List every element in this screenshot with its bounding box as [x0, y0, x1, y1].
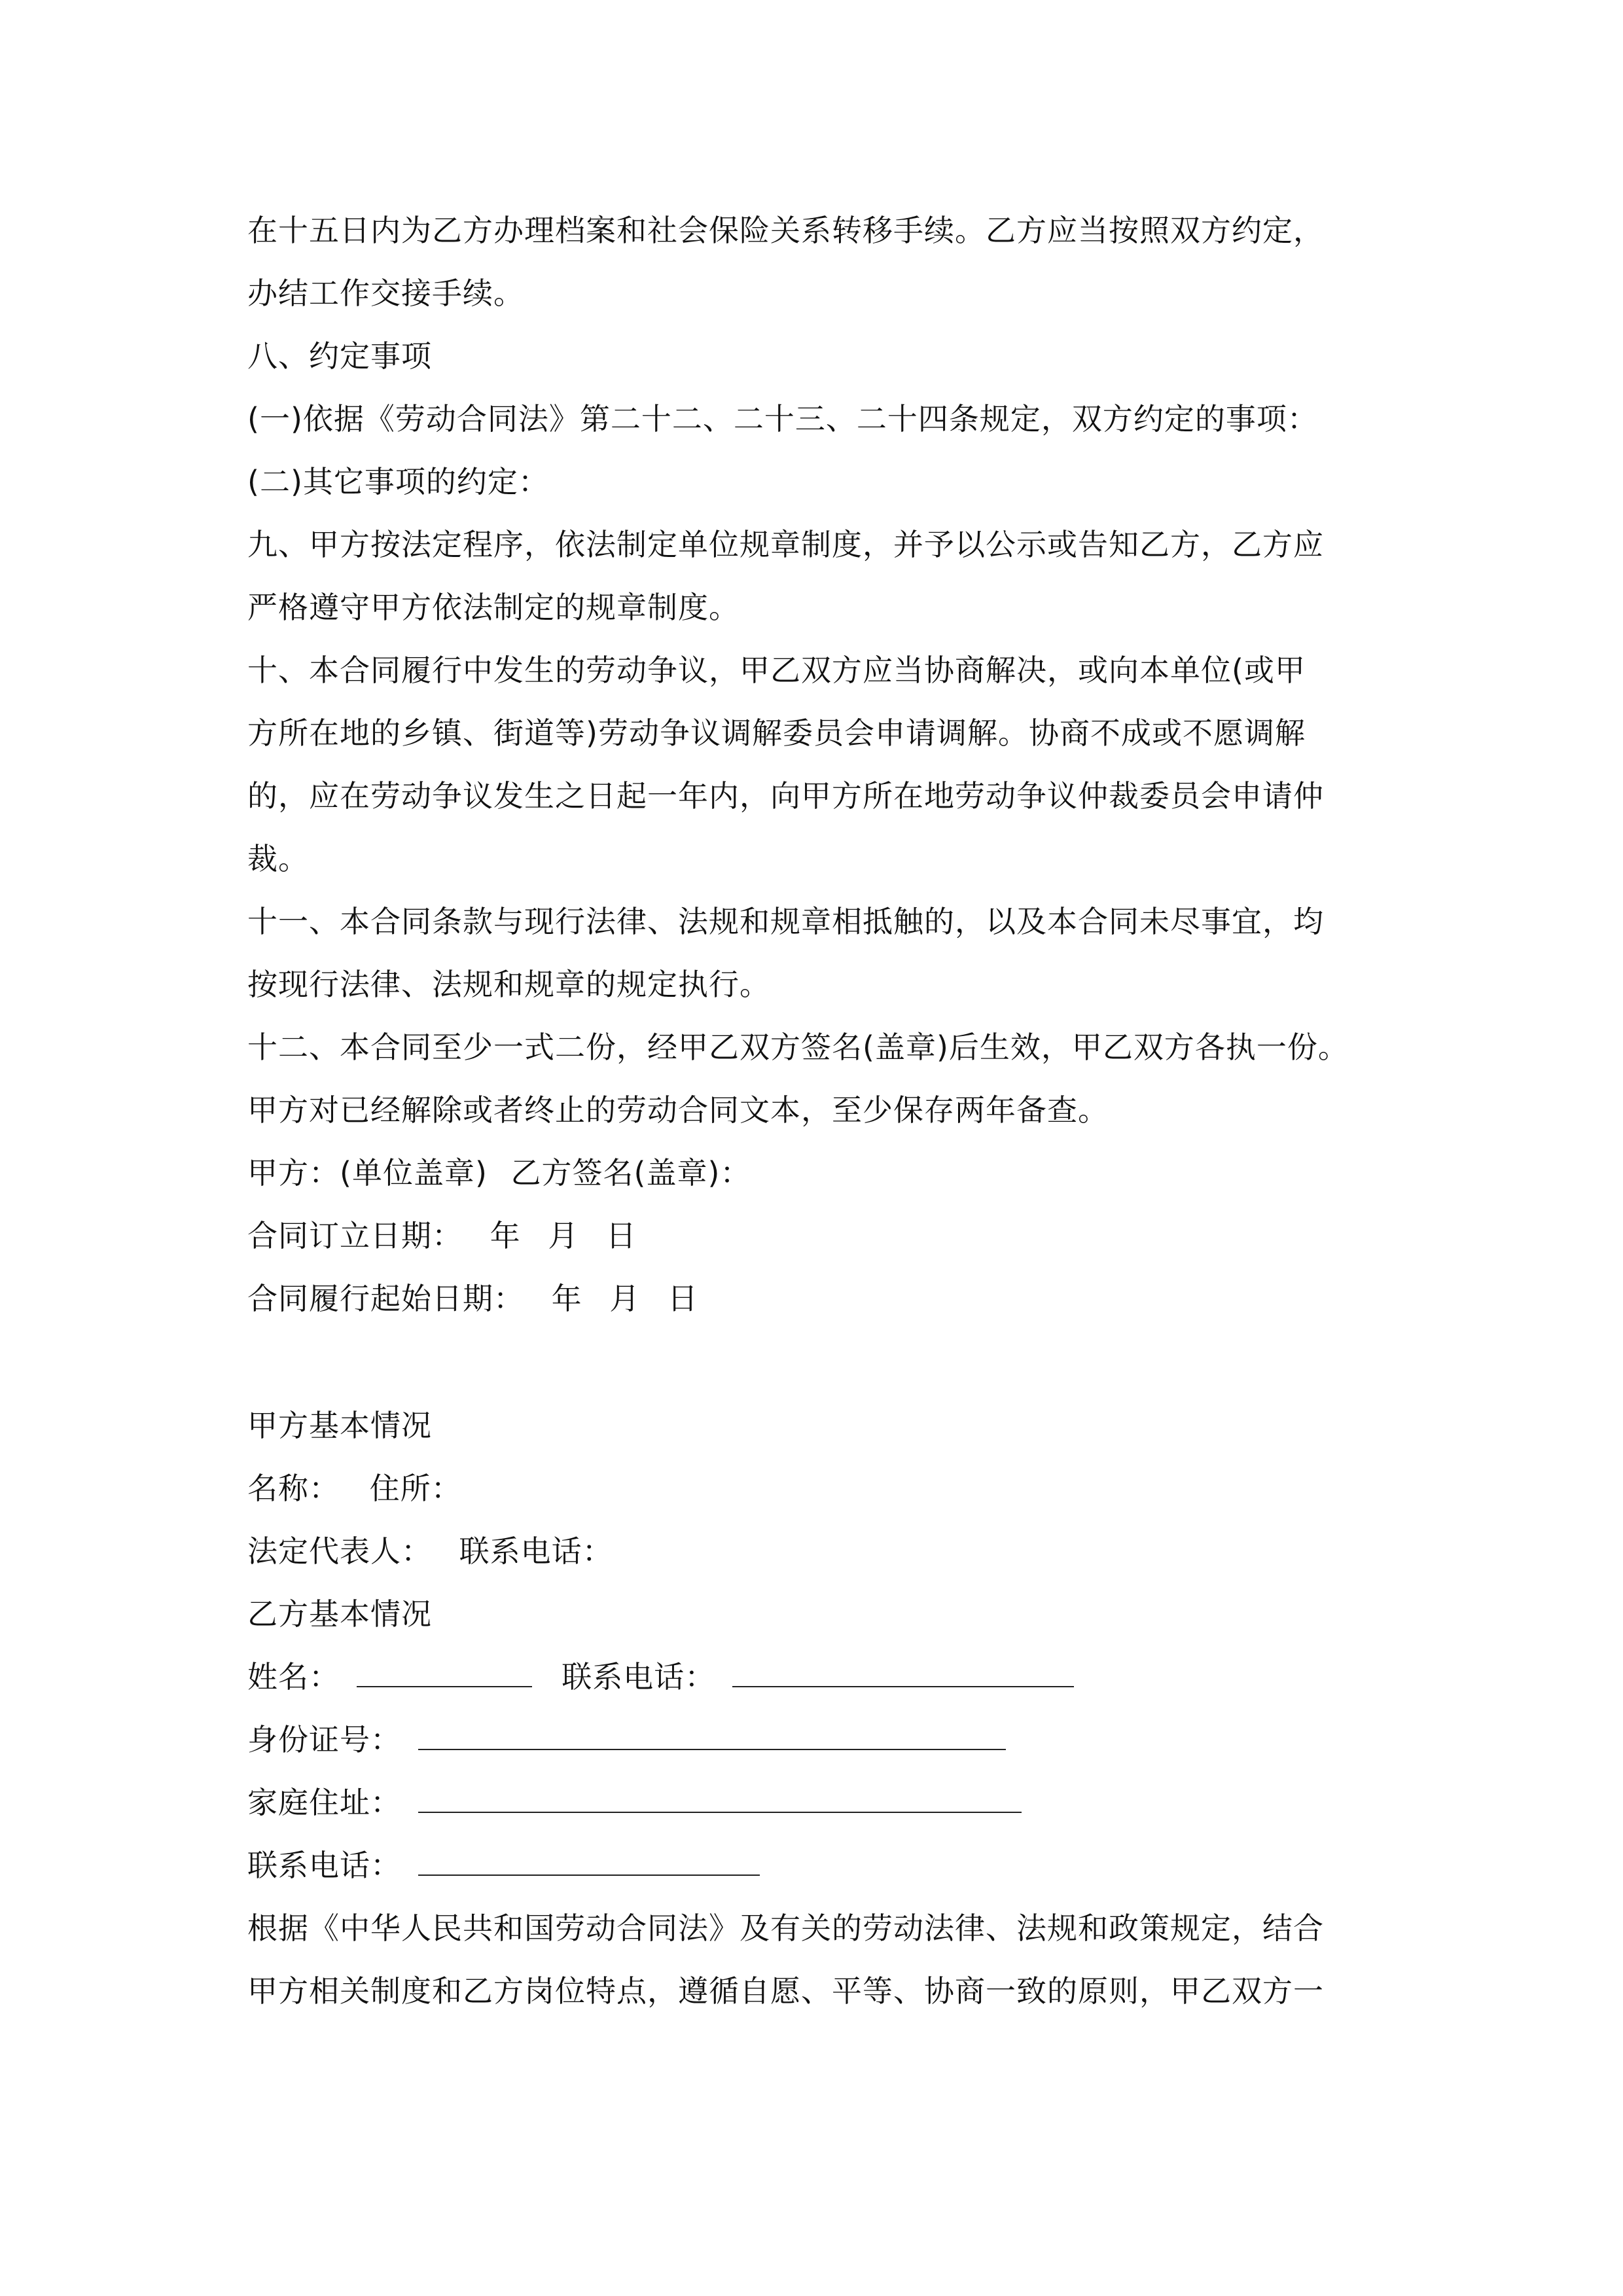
paragraph-line: 甲方相关制度和乙方岗位特点，遵循自愿、平等、协商一致的原则，甲乙双方一: [247, 1973, 1324, 2009]
party-a-phone-label: 联系电话：: [459, 1534, 613, 1569]
party-b-home-label: 家庭住址：: [247, 1785, 401, 1820]
month-label: 月: [548, 1218, 579, 1253]
party-a-heading: 甲方基本情况: [247, 1408, 432, 1443]
party-b-home-blank[interactable]: [418, 1783, 1022, 1813]
party-b-phone-label: 联系电话：: [562, 1659, 716, 1695]
start-date-label: 合同履行起始日期：: [247, 1281, 524, 1316]
party-a-legal-rep-label: 法定代表人：: [247, 1534, 432, 1569]
start-date-line: [247, 1279, 698, 1318]
day-label: 日: [667, 1281, 698, 1316]
paragraph-line: (二)其它事项的约定：: [247, 464, 549, 499]
paragraph-line: 根据《中华人民共和国劳动合同法》及有关的劳动法律、法规和政策规定，结合: [247, 1910, 1324, 1946]
party-b-name-blank[interactable]: [357, 1657, 532, 1687]
party-b-contact-label: 联系电话：: [247, 1848, 401, 1883]
party-b-id-blank[interactable]: [418, 1720, 1006, 1750]
party-b-id-line: [247, 1720, 1006, 1759]
paragraph-line: 十二、本合同至少一式二份，经甲乙双方签名(盖章)后生效，甲乙双方各执一份。: [247, 1030, 1349, 1065]
party-b-heading: 乙方基本情况: [247, 1596, 432, 1632]
paragraph-line: 在十五日内为乙方办理档案和社会保险关系转移手续。乙方应当按照双方约定，: [247, 213, 1324, 248]
signature-line: [247, 1153, 751, 1193]
paragraph-line: 十一、本合同条款与现行法律、法规和规章相抵触的，以及本合同未尽事宜，均: [247, 904, 1324, 939]
paragraph-line: 按现行法律、法规和规章的规定执行。: [247, 967, 770, 1002]
party-b-id-label: 身份证号：: [247, 1722, 401, 1757]
party-b-contact-blank[interactable]: [418, 1846, 760, 1876]
party-b-phone-blank[interactable]: [732, 1657, 1074, 1687]
sign-date-line: [247, 1216, 637, 1255]
party-a-name-label: 名称：: [247, 1471, 340, 1506]
paragraph-line: 方所在地的乡镇、街道等)劳动争议调解委员会申请调解。协商不成或不愿调解: [247, 715, 1306, 751]
party-b-home-line: [247, 1783, 1022, 1822]
party-b-sign-label: 乙方签名(盖章)：: [510, 1155, 751, 1191]
paragraph-line: 的，应在劳动争议发生之日起一年内，向甲方所在地劳动争议仲裁委员会申请仲: [247, 778, 1324, 814]
paragraph-line: 甲方对已经解除或者终止的劳动合同文本，至少保存两年备查。: [247, 1092, 1109, 1128]
party-b-contact-line: [247, 1846, 760, 1885]
paragraph-line: (一)依据《劳动合同法》第二十二、二十三、二十四条规定，双方约定的事项：: [247, 401, 1318, 437]
party-a-name-line: [247, 1469, 462, 1508]
sign-date-label: 合同订立日期：: [247, 1218, 463, 1253]
year-label: 年: [551, 1281, 582, 1316]
paragraph-line: 裁。: [247, 841, 309, 876]
party-a-seal-label: 甲方：(单位盖章): [247, 1155, 488, 1191]
section-heading: 八、约定事项: [247, 338, 432, 374]
paragraph-line: 办结工作交接手续。: [247, 276, 524, 311]
paragraph-line: 严格遵守甲方依法制定的规章制度。: [247, 590, 740, 625]
paragraph-line: 九、甲方按法定程序，依法制定单位规章制度，并予以公示或告知乙方，乙方应: [247, 527, 1324, 562]
party-a-rep-line: [247, 1532, 613, 1571]
month-label: 月: [609, 1281, 641, 1316]
party-a-address-label: 住所：: [369, 1471, 462, 1506]
party-b-name-label: 姓名：: [247, 1659, 340, 1695]
party-b-name-line: [247, 1657, 1074, 1696]
day-label: 日: [605, 1218, 637, 1253]
paragraph-line: 十、本合同履行中发生的劳动争议，甲乙双方应当协商解决，或向本单位(或甲: [247, 653, 1306, 688]
year-label: 年: [490, 1218, 521, 1253]
